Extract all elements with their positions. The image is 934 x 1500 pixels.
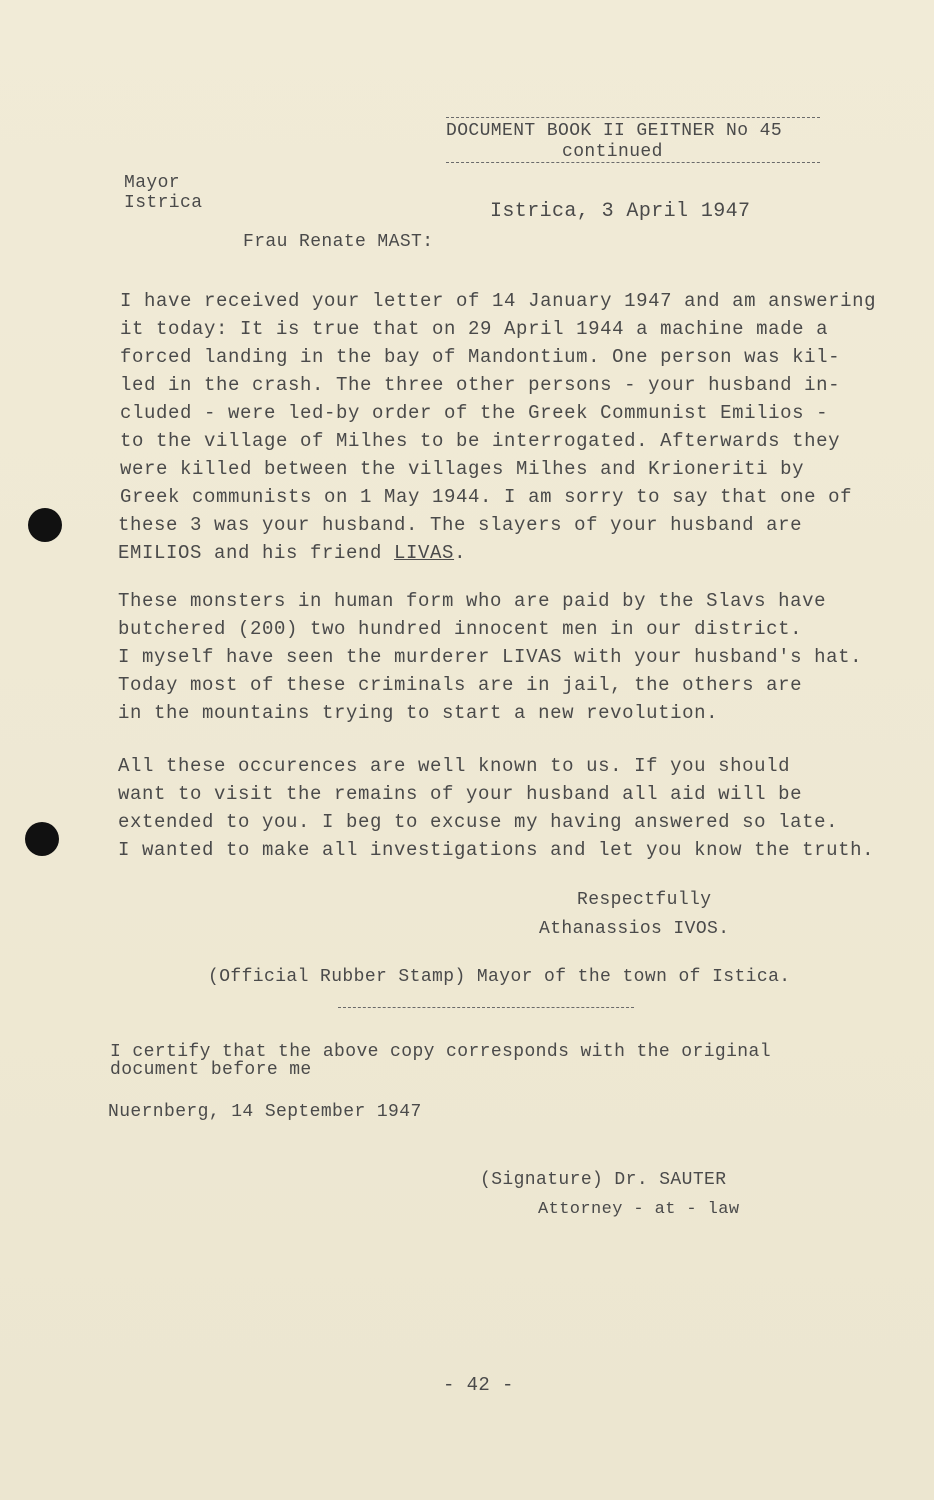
paragraph-3-line: extended to you. I beg to excuse my having answered so late. (118, 811, 839, 833)
paragraph-1-line: it today: It is true that on 29 April 1944 a machine made a (120, 318, 829, 340)
letter-date: Istrica, 3 April 1947 (490, 200, 751, 223)
paragraph-2-line: in the mountains trying to start a new revolution. (118, 702, 719, 724)
closing-respectfully: Respectfully (577, 890, 712, 910)
paragraph-3-line: want to visit the remains of your husband all aid will be (118, 783, 803, 805)
paragraph-1-line: I have received your letter of 14 January 1947 and am answering (120, 290, 877, 312)
separator-rule (338, 1007, 634, 1008)
paragraph-1-line: forced landing in the bay of Mandontium. One person was kil- (120, 346, 841, 368)
sender-town: Istrica (124, 193, 203, 213)
punch-hole-bottom (25, 822, 59, 856)
paragraph-2-line: butchered (200) two hundred innocent men in our district. (118, 618, 803, 640)
paragraph-3-line: All these occurences are well known to us. If you should (118, 755, 791, 777)
header-bottom-rule (446, 162, 820, 163)
paragraph-1-line: to the village of Milhes to be interrogated. Afterwards they (120, 430, 841, 452)
paragraph-1-line: Greek communists on 1 May 1944. I am sorry to say that one of (120, 486, 853, 508)
paragraph-2-line: Today most of these criminals are in jail, the others are (118, 674, 803, 696)
document-reference: DOCUMENT BOOK II GEITNER No 45 (446, 121, 783, 141)
certification-place-date: Nuernberg, 14 September 1947 (108, 1102, 422, 1122)
paragraph-1-line: led in the crash. The three other persons - your husband in- (120, 374, 841, 396)
closing-signer: Athanassios IVOS. (539, 919, 730, 939)
paragraph-1-last-line: EMILIOS and his friend LIVAS. (118, 542, 467, 564)
continued-label: continued (562, 142, 663, 162)
paragraph-3-line: I wanted to make all investigations and let you know the truth. (118, 839, 875, 861)
official-stamp-line: (Official Rubber Stamp) Mayor of the town of Istica. (208, 967, 791, 987)
name-emilios: EMILIOS (118, 542, 203, 564)
paragraph-2-line: I myself have seen the murderer LIVAS with your husband's hat. (118, 646, 863, 668)
certification-line-2: document before me (110, 1060, 312, 1080)
paragraph-2-line: These monsters in human form who are paid by the Slavs have (118, 590, 827, 612)
paragraph-1-line: cluded - were led-by order of the Greek Communist Emilios - (120, 402, 829, 424)
page-number: - 42 - (443, 1374, 514, 1396)
certification-signature: (Signature) Dr. SAUTER (480, 1170, 727, 1190)
header-top-rule (446, 117, 820, 118)
name-livas: LIVAS (394, 542, 455, 564)
paragraph-1-line: these 3 was your husband. The slayers of your husband are (118, 514, 803, 536)
salutation: Frau Renate MAST: (243, 232, 434, 252)
paragraph-1-line: were killed between the villages Milhes and Krioneriti by (120, 458, 805, 480)
certification-line-1: I certify that the above copy corresponds with the original (110, 1042, 771, 1062)
certification-title: Attorney - at - law (538, 1200, 740, 1219)
punch-hole-top (28, 508, 62, 542)
sender-title: Mayor (124, 173, 181, 193)
